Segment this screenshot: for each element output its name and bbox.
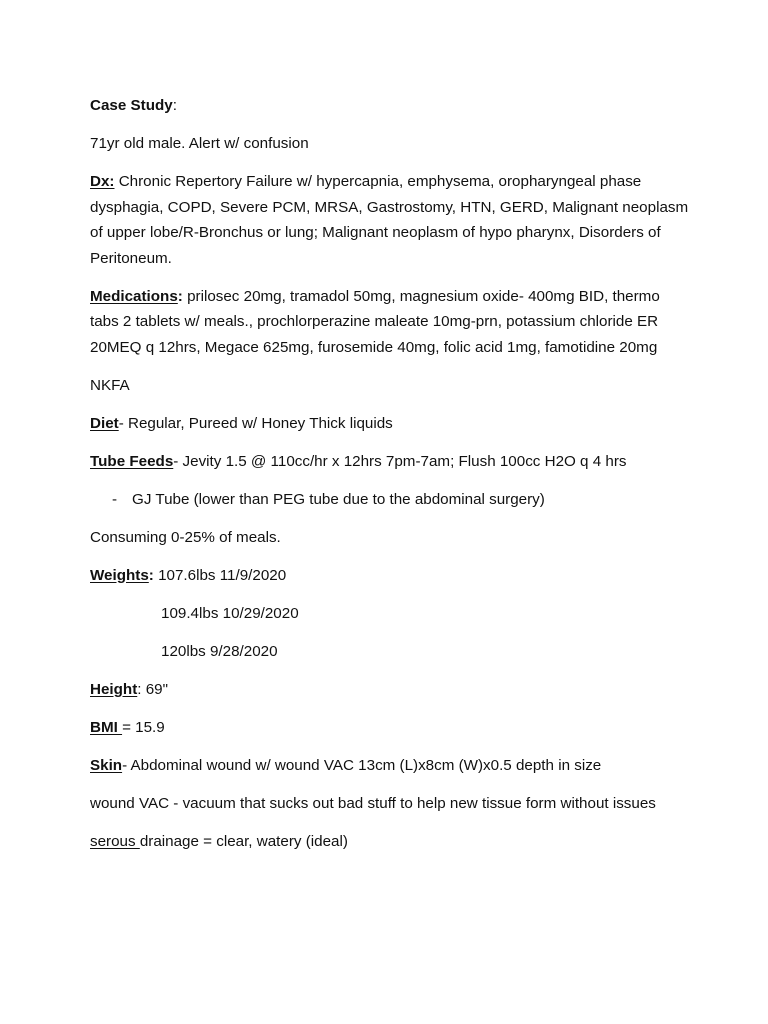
medications-colon: : — [177, 287, 183, 305]
height-label: Height — [90, 680, 138, 698]
allergies-line: NKFA — [90, 376, 130, 394]
diet-text: - Regular, Pureed w/ Honey Thick liquids — [118, 414, 393, 432]
medications-section — [90, 284, 690, 361]
bmi-label: BMI — [90, 718, 123, 736]
bullet-dash: - — [112, 490, 118, 508]
consuming-line: Consuming 0-25% of meals. — [90, 528, 281, 546]
case-study-heading — [90, 93, 690, 119]
medications-label: Medications — [90, 287, 178, 305]
weights-colon: : — [148, 566, 154, 584]
diagnosis-text: Chronic Repertory Failure w/ hypercapnia, emphysema, oropharyngeal phase dysphagia, COPD, Severe PCM, MRSA, Gastrostomy, HTN, GERD, Malignant neoplasm of upper lobe/R-Bronchus or lung; Malignant neoplasm of hypo pharynx, Disorders of Peritoneum. — [90, 173, 689, 267]
tube-feeds-text: - Jevity 1.5 @ 110cc/hr x 12hrs 7pm-7am; Flush 100cc H2O q 4 hrs — [173, 452, 627, 470]
medications-text: prilosec 20mg, tramadol 50mg, magnesium oxide- 400mg BID, thermo tabs 2 tablets w/ meals., prochlorperazine maleate 10mg-prn, potassium chloride ER 20MEQ q 12hrs, Megace 625mg, furosemide 40mg, folic acid 1mg, famotidine 20mg — [90, 287, 660, 356]
case-study-title-colon: : — [172, 97, 177, 114]
weight-first: 107.6lbs 11/9/2020 — [153, 566, 287, 584]
diagnosis-label: Dx: — [90, 173, 115, 190]
weight-second: 109.4lbs 10/29/2020 — [161, 604, 299, 622]
patient-summary: 71yr old male. Alert w/ confusion — [90, 135, 309, 152]
skin-section — [90, 753, 690, 779]
diet-section — [90, 411, 690, 437]
weight-third: 120lbs 9/28/2020 — [161, 642, 278, 660]
height-text: : 69" — [137, 680, 168, 698]
weights-label: Weights — [90, 566, 149, 584]
bmi-section — [90, 715, 690, 741]
serous-label: serous — [90, 832, 140, 850]
wound-vac-note: wound VAC - vacuum that sucks out bad stuff to help new tissue form without issues — [90, 794, 656, 812]
height-section — [90, 677, 690, 703]
diet-label: Diet — [90, 414, 119, 432]
tube-feeds-bullet — [90, 487, 690, 513]
serous-section — [90, 829, 690, 855]
bmi-text: = 15.9 — [122, 718, 165, 736]
skin-label: Skin — [90, 756, 123, 774]
diagnosis-section — [90, 169, 690, 271]
case-study-document — [90, 93, 690, 867]
tube-feeds-label: Tube Feeds — [90, 452, 174, 470]
skin-text: - Abdominal wound w/ wound VAC 13cm (L)x8cm (W)x0.5 depth in size — [122, 756, 602, 774]
tube-feeds-bullet-text: GJ Tube (lower than PEG tube due to the abdominal surgery) — [132, 490, 545, 508]
case-study-title: Case Study — [90, 97, 173, 114]
weights-section — [90, 563, 690, 589]
tube-feeds-section — [90, 449, 690, 475]
serous-text: drainage = clear, watery (ideal) — [139, 832, 348, 850]
